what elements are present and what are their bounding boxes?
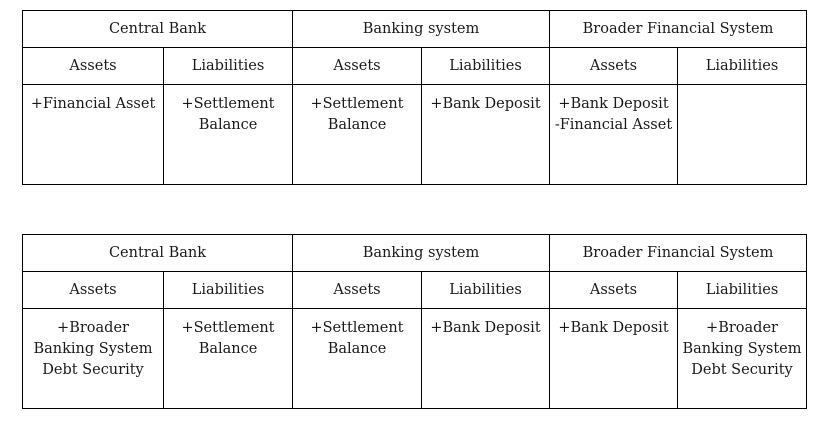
entry-line: +Bank Deposit xyxy=(430,96,541,112)
entry-line: +Settlement xyxy=(181,96,275,112)
entry-line: +Broader xyxy=(57,320,129,336)
banking-system-liabilities-entries xyxy=(422,309,550,409)
entry-line: Banking System xyxy=(33,341,153,357)
broader-system-liabilities-entries xyxy=(678,309,807,409)
entry-line: Balance xyxy=(198,341,258,357)
entry-line: -Financial Asset xyxy=(554,117,673,133)
balance-sheet-table-2 xyxy=(22,234,807,409)
central-bank-liabilities-entries xyxy=(164,85,293,185)
banking-system-liabilities-header: Liabilities xyxy=(422,272,550,309)
balance-sheet-table-1 xyxy=(22,10,807,185)
header-central-bank: Central Bank xyxy=(23,11,293,48)
broader-system-liabilities-header: Liabilities xyxy=(678,48,807,85)
broader-system-assets-header: Assets xyxy=(550,272,678,309)
central-bank-liabilities-header: Liabilities xyxy=(164,272,293,309)
entry-line: +Settlement xyxy=(310,320,404,336)
entry-line: Debt Security xyxy=(42,362,144,378)
banking-system-assets-header: Assets xyxy=(293,272,422,309)
banking-system-liabilities-entries xyxy=(422,85,550,185)
central-bank-liabilities-entries xyxy=(164,309,293,409)
broader-system-assets-entries xyxy=(550,85,678,185)
entry-line: +Broader xyxy=(706,320,778,336)
entry-line: +Settlement xyxy=(310,96,404,112)
entry-line: +Financial Asset xyxy=(30,96,156,112)
header-broader-financial-system: Broader Financial System xyxy=(550,235,807,272)
central-bank-liabilities-header: Liabilities xyxy=(164,48,293,85)
banking-system-assets-entries xyxy=(293,85,422,185)
entry-line: Balance xyxy=(198,117,258,133)
header-banking-system: Banking system xyxy=(293,11,550,48)
entry-line: +Settlement xyxy=(181,320,275,336)
broader-system-assets-header: Assets xyxy=(550,48,678,85)
header-central-bank: Central Bank xyxy=(23,235,293,272)
entry-line: Debt Security xyxy=(691,362,793,378)
central-bank-assets-header: Assets xyxy=(23,48,164,85)
header-broader-financial-system: Broader Financial System xyxy=(550,11,807,48)
banking-system-liabilities-header: Liabilities xyxy=(422,48,550,85)
central-bank-assets-entries xyxy=(23,85,164,185)
entry-line: Balance xyxy=(327,341,387,357)
entry-line: +Bank Deposit xyxy=(558,96,669,112)
banking-system-assets-header: Assets xyxy=(293,48,422,85)
broader-system-liabilities-entries xyxy=(678,85,807,185)
broader-system-assets-entries xyxy=(550,309,678,409)
entry-line: +Bank Deposit xyxy=(558,320,669,336)
entry-line: +Bank Deposit xyxy=(430,320,541,336)
header-banking-system: Banking system xyxy=(293,235,550,272)
broader-system-liabilities-header: Liabilities xyxy=(678,272,807,309)
central-bank-assets-entries xyxy=(23,309,164,409)
entry-line: Banking System xyxy=(682,341,802,357)
banking-system-assets-entries xyxy=(293,309,422,409)
central-bank-assets-header: Assets xyxy=(23,272,164,309)
entry-line: Balance xyxy=(327,117,387,133)
